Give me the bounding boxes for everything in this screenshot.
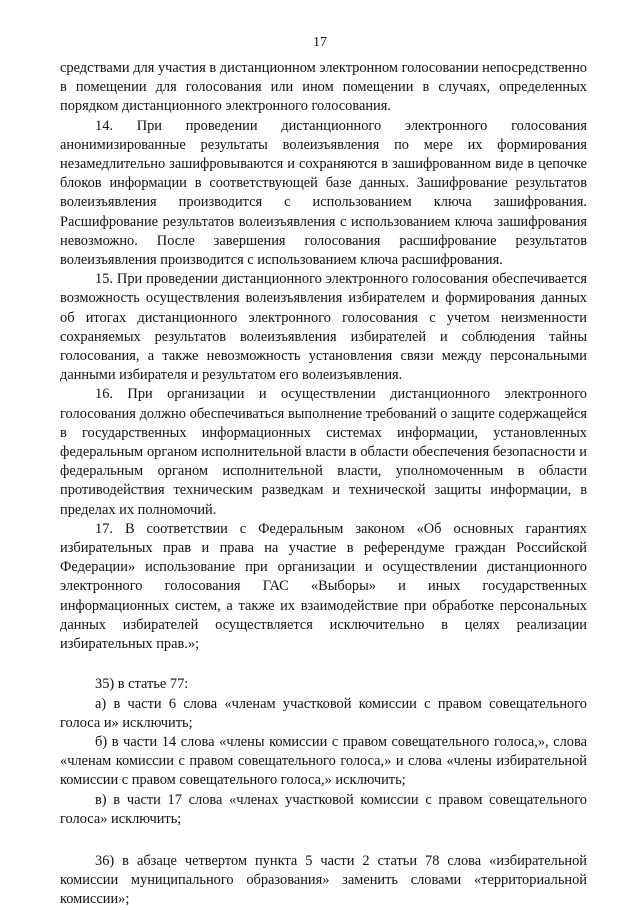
page-number: 17: [313, 35, 327, 50]
paragraph-17: 17. В соответствии с Федеральным законом «Об основных гарантиях избирательных прав и права на участие в референдуме граждан Российской Федерации» использование при организации и осуществлении дистанционного электронного голосования ГАС «Выборы» и иных государственных информационных систем, а также их взаимодействие при обработке персональных данных избирателей осуществляется исключительно в целях реализации избирательных прав.»;: [60, 520, 587, 653]
spacer: [60, 654, 587, 675]
item-36: 36) в абзаце четвертом пункта 5 части 2 статьи 78 слова «избирательной комиссии муниципального образования» заменить словами «территориальной комиссии»;: [60, 852, 587, 908]
item-35-b: б) в части 14 слова «члены комиссии с правом совещательного голоса,», слова «членам комиссии с правом совещательного голоса,» и слова «члены избирательной комиссии с правом совещательного голоса,» исключить;: [60, 733, 587, 789]
item-35-a: а) в части 6 слова «членам участковой комиссии с правом совещательного голоса и» исключить;: [60, 695, 587, 731]
paragraph-continuation: средствами для участия в дистанционном электронном голосовании непосредственно в помещении для голосования или ином помещении в случаях, определенных порядком дистанционного электронного голосования.: [60, 60, 587, 115]
paragraph-14: 14. При проведении дистанционного электронного голосования анонимизированные результаты волеизъявления по мере их формирования незамедлительно зашифровываются и сохраняются в зашифрованном виде в цепочке блоков информации в соответствующей базе данных. Зашифрование результатов волеизъявления производится с использованием ключа зашифрования. Расшифрование результатов волеизъявления с использованием ключа зашифрования невозможно. После завершения голосования расшифрование результатов волеизъявления производится с использованием ключа расшифрования.: [60, 117, 587, 269]
item-35-v: в) в части 17 слова «членах участковой комиссии с правом совещательного голоса» исключить;: [60, 791, 587, 827]
item-35: 35) в статье 77:: [95, 676, 189, 693]
document-body: [60, 59, 587, 910]
paragraph-15: 15. При проведении дистанционного электронного голосования обеспечивается возможность осуществления волеизъявления избирателем и формирования данных об итогах дистанционного электронного голосования с учетом неизменности сохраняемых результатов волеизъявления избирателей и соблюдения тайны голосования, а также невозможность установления связи между персональными данными избирателя и результатом его волеизъявления.: [60, 271, 587, 384]
paragraph-16: 16. При организации и осуществлении дистанционного электронного голосования должно обеспечиваться выполнение требований о защите содержащейся в государственных информационных системах информации, установленных федеральным органом исполнительной власти в области обеспечения безопасности и федеральным органом исполнительной власти, уполномоченным в области противодействия техническим разведкам и технической защиты информации, в пределах их полномочий.: [60, 386, 587, 518]
spacer: [60, 829, 587, 852]
